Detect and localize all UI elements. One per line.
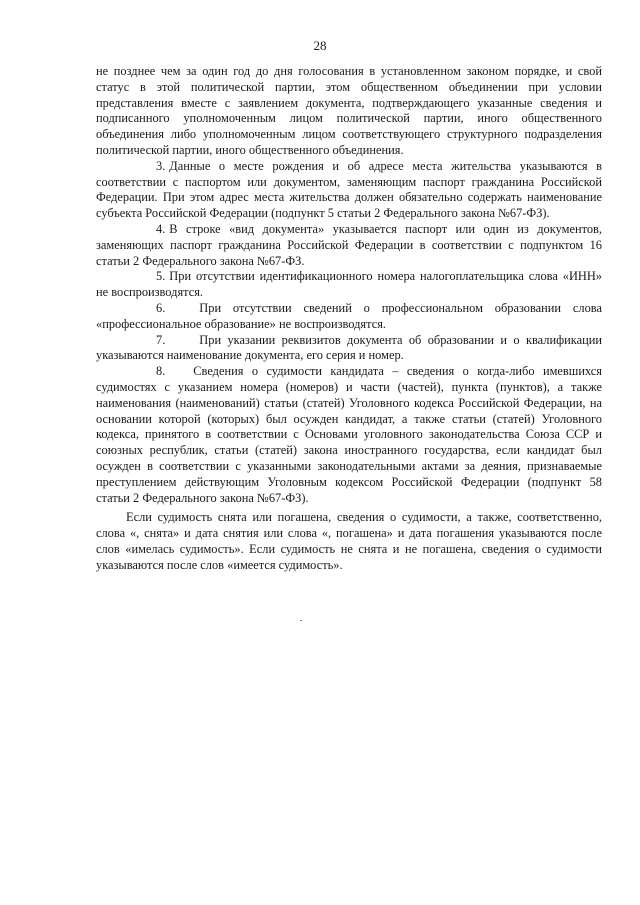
paragraph-8 <box>96 364 602 506</box>
paragraph-5 <box>96 269 602 301</box>
paragraph-number: 3. <box>156 158 166 173</box>
scan-speck <box>300 620 302 621</box>
paragraph-number: 6. <box>156 300 166 315</box>
paragraph-number: 8. <box>156 364 166 379</box>
paragraph-text: В строке «вид документа» указывается паспорт или один из документов, заменяющих паспорт гражданина Российской Федерации в соответствии с подпунктом 16 статьи 2 Федерального закона №67-ФЗ. <box>96 221 602 268</box>
paragraph-6 <box>96 301 602 333</box>
page-number: 28 <box>313 38 327 53</box>
paragraph-text: Если судимость снята или погашена, сведения о судимости, а также, соответственно, слова «, снята» и дата снятия или слова «, погашена» и дата погашения указываются после слов «имелась судимость». Если судимость не снята и не погашена, сведения о судимости указываются после слов «имеется судимость». <box>96 510 602 572</box>
paragraph-7 <box>96 333 602 365</box>
paragraph-number: 7. <box>156 332 166 347</box>
paragraph-text: При отсутствии сведений о профессиональном образовании слова «профессиональное образование» не воспроизводятся. <box>96 300 602 331</box>
paragraph-text: При отсутствии идентификационного номера налогоплательщика слова «ИНН» не воспроизводятся. <box>96 269 602 300</box>
paragraph-text: Данные о месте рождения и об адресе места жительства указываются в соответствии с паспортом или документом, заменяющим паспорт гражданина Российской Федерации. При этом адрес места жительства должен обязательно содержать наименование субъекта Российской Федерации (подпункт 5 статьи 2 Федерального закона №67-ФЗ). <box>96 158 602 221</box>
paragraph-text: не позднее чем за один год до дня голосования в установленном законом порядке, и свой статус в этой политической партии, этом общественном объединении при условии представления вместе с заявлением документа, подтверждающего указанные сведения и подписанного уполномоченным лицом политической партии, иного общественного объединения либо уполномоченным лицом соответствующего структурного подразделения политической партии, иного общественного объединения. <box>96 64 602 157</box>
paragraph-number: 4. <box>156 221 166 236</box>
paragraph-3 <box>96 159 602 222</box>
document-body <box>96 64 602 574</box>
paragraph-text: При указании реквизитов документа об образовании и о квалификации указываются наименование документа, его серия и номер. <box>96 332 602 363</box>
paragraph-8-continuation <box>96 510 602 573</box>
paragraph-continuation <box>96 64 602 159</box>
paragraph-4 <box>96 222 602 269</box>
paragraph-number: 5. <box>156 269 166 284</box>
paragraph-text: Сведения о судимости кандидата – сведения о когда-либо имевшихся судимостях с указанием номера (номеров) и части (частей), пункта (пунктов), а также наименования (наименований) статьи (статей) Уголовного кодекса Российской Федерации, на основании которой (которых) был осужден кандидат, а также статьи (статей) Уголовного кодекса, принятого в соответствии с Основами уголовного законодательства Союза ССР и союзных республик, статьи (статей) закона иностранного государства, если кандидат был осужден в соответствии с указанными законодательными актами за деяния, признаваемые преступлением действующим Уголовным кодексом Российской Федерации (подпункт 58 статьи 2 Федерального закона №67-ФЗ). <box>96 364 602 505</box>
